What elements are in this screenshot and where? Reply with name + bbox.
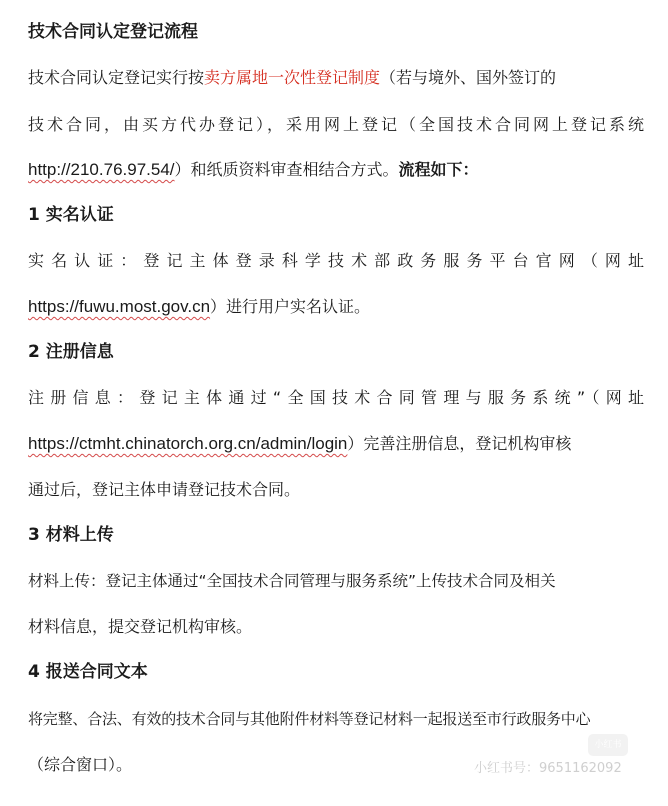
intro-text: （若与境外、国外签订的 — [380, 68, 557, 87]
intro-bold-text: 流程如下： — [398, 160, 479, 179]
doc-title: 技术合同认定登记流程 — [28, 22, 198, 42]
watermark-id: 小红书号：9651162092 — [474, 761, 622, 776]
section-text: 材料信息，提交登记机构审核。 — [28, 617, 253, 636]
section-heading: 1 实名认证 — [28, 205, 114, 225]
section-text: 通过后，登记主体申请登记技术合同。 — [28, 480, 301, 499]
section-text: 实名认证：登记主体登录科学技术部政务服务平台官网（网址 — [28, 251, 644, 270]
ctmht-link[interactable]: https://ctmht.chinatorch.org.cn/admin/login — [28, 434, 348, 453]
section-heading: 4 报送合同文本 — [28, 662, 148, 682]
section-text: （综合窗口）。 — [28, 755, 133, 774]
intro-line-3 — [28, 159, 644, 181]
watermark-logo: 小红书 — [588, 734, 628, 756]
system-link[interactable]: http://210.76.97.54/ — [28, 160, 175, 179]
fuwu-link[interactable]: https://fuwu.most.gov.cn — [28, 297, 211, 316]
section-text — [28, 296, 644, 318]
intro-text: 技术合同认定登记实行按 — [28, 68, 205, 87]
intro-line-1 — [28, 67, 644, 89]
section-heading: 2 注册信息 — [28, 342, 114, 362]
intro-text: ）和纸质资料审查相结合方式。 — [174, 160, 399, 179]
highlight-text: 卖方属地一次性登记制度 — [204, 68, 381, 87]
section-heading: 3 材料上传 — [28, 525, 114, 545]
section-text — [28, 433, 644, 455]
section-text-tail: ）完善注册信息，登记机构审核 — [347, 434, 572, 453]
intro-line-2: 技术合同，由买方代办登记），采用网上登记（全国技术合同网上登记系统 — [28, 115, 644, 134]
section-text-tail: ）进行用户实名认证。 — [210, 297, 371, 316]
section-text: 注册信息：登记主体通过“全国技术合同管理与服务系统”（网址 — [28, 388, 644, 407]
section-text: 材料上传：登记主体通过“全国技术合同管理与服务系统”上传技术合同及相关 — [28, 572, 556, 590]
section-text: 将完整、合法、有效的技术合同与其他附件材料等登记材料一起报送至市行政服务中心 — [28, 710, 591, 728]
